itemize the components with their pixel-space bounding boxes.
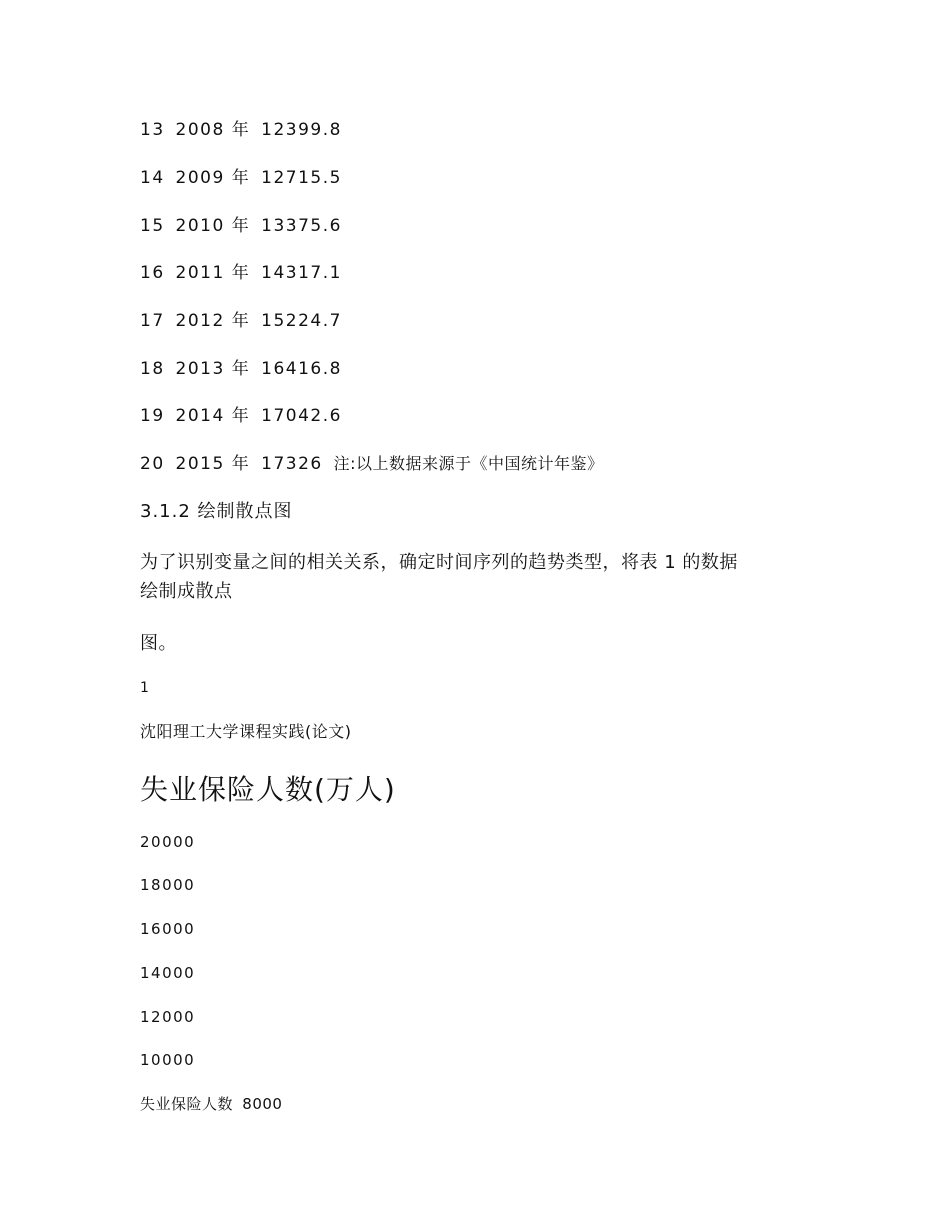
source-note: 注:以上数据来源于《中国统计年鉴》	[333, 454, 604, 473]
y-tick-label: 12000	[140, 1008, 196, 1026]
row-value: 13375.6	[261, 216, 342, 236]
data-row	[140, 359, 342, 379]
y-tick-label: 18000	[140, 876, 196, 894]
row-value: 16416.8	[261, 359, 342, 379]
data-row	[140, 311, 342, 331]
section-heading: 3.1.2 绘制散点图	[140, 501, 293, 522]
row-year: 2008 年	[175, 120, 251, 140]
row-value: 17042.6	[261, 406, 342, 426]
chart-title: 失业保险人数(万人)	[140, 773, 396, 806]
y-tick-label: 20000	[140, 833, 196, 851]
row-year: 2013 年	[175, 359, 251, 379]
paragraph-continuation: 图。	[140, 633, 177, 654]
data-row	[140, 263, 342, 283]
row-index: 17	[140, 311, 165, 331]
row-index: 20	[140, 454, 165, 474]
data-row	[140, 406, 342, 426]
row-index: 19	[140, 406, 165, 426]
data-row	[140, 168, 342, 188]
row-value: 15224.7	[261, 311, 342, 331]
y-tick-label: 16000	[140, 920, 196, 938]
row-index: 15	[140, 216, 165, 236]
row-index: 14	[140, 168, 165, 188]
data-row	[140, 454, 604, 474]
row-year: 2011 年	[175, 263, 251, 283]
paragraph-line: 绘制成散点	[140, 581, 233, 602]
row-value: 12399.8	[261, 120, 342, 140]
page-number: 1	[140, 680, 150, 696]
y-axis-label-row	[140, 1094, 282, 1114]
data-row	[140, 216, 342, 236]
y-tick-label: 10000	[140, 1051, 196, 1069]
running-header: 沈阳理工大学课程实践(论文)	[140, 722, 352, 741]
row-year: 2014 年	[175, 406, 251, 426]
row-index: 16	[140, 263, 165, 283]
y-tick-label: 14000	[140, 964, 196, 982]
paragraph-line: 为了识别变量之间的相关关系，确定时间序列的趋势类型，将表 1 的数据	[140, 552, 738, 573]
row-index: 13	[140, 120, 165, 140]
row-value: 12715.5	[261, 168, 342, 188]
row-year: 2015 年	[175, 454, 251, 474]
row-value: 14317.1	[261, 263, 342, 283]
y-tick-label: 8000	[242, 1095, 283, 1113]
y-axis-label: 失业保险人数	[140, 1095, 234, 1113]
row-index: 18	[140, 359, 165, 379]
row-year: 2012 年	[175, 311, 251, 331]
row-year: 2009 年	[175, 168, 251, 188]
data-row	[140, 120, 342, 140]
row-value: 17326	[261, 454, 323, 474]
body-paragraph	[140, 548, 820, 606]
row-year: 2010 年	[175, 216, 251, 236]
